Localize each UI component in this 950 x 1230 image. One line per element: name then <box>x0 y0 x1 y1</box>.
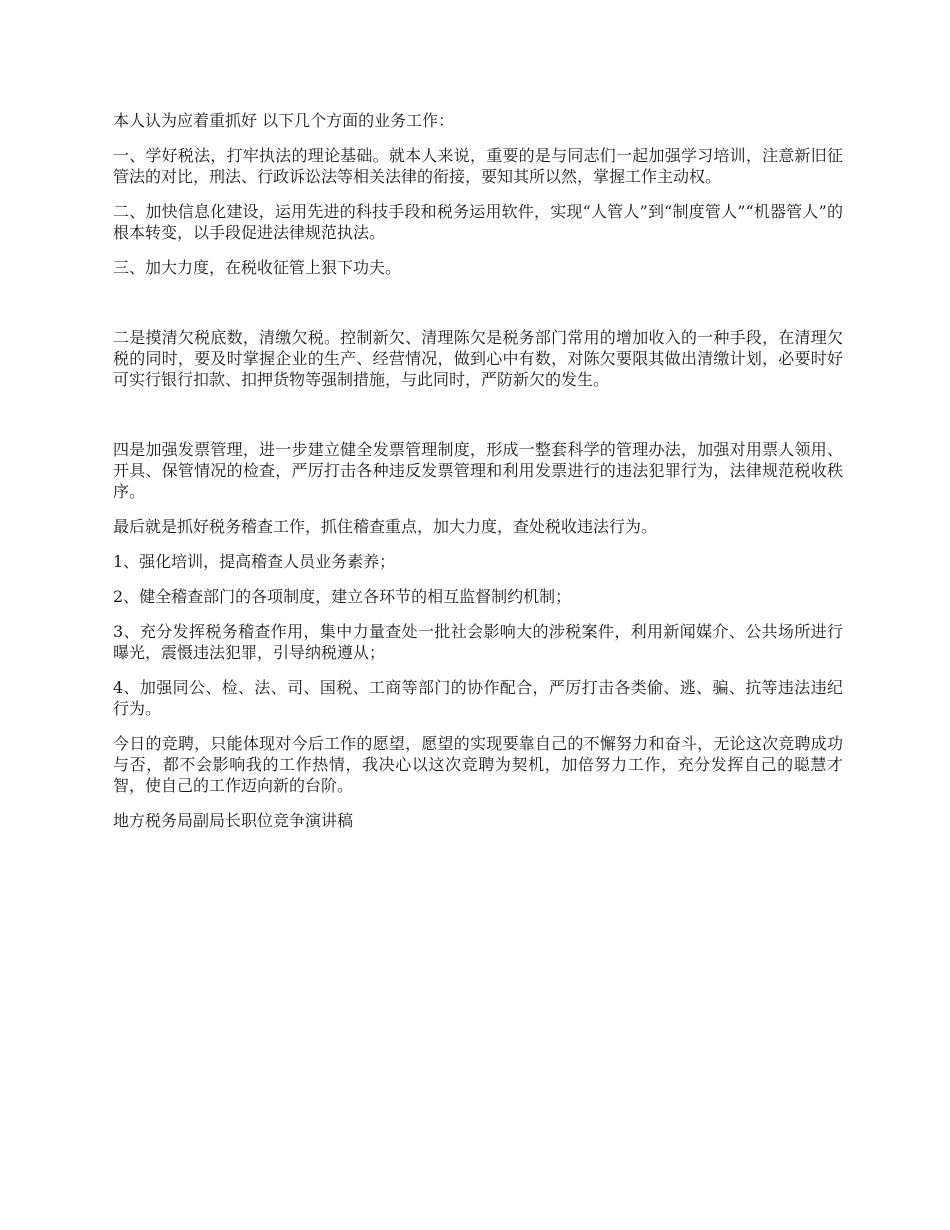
document-body <box>113 110 843 845</box>
document-footer-title: 地方税务局副局长职位竞争演讲稿 <box>113 811 354 830</box>
paragraph-inspection: 最后就是抓好税务稽查工作，抓住稽查重点，加大力度，查处税收违法行为。 <box>113 517 658 536</box>
list-item-cooperation: 4、加强同公、检、法、司、国税、工商等部门的协作配合，严厉打击各类偷、逃、骗、抗等违法违纪行为。 <box>113 678 843 718</box>
paragraph-invoice-management: 四是加强发票管理，进一步建立健全发票管理制度，形成一整套科学的管理办法，加强对用票人领用、开具、保管情况的检查，严厉打击各种违反发票管理和利用发票进行的违法犯罪行为，法律规范税收秩序。 <box>113 440 843 501</box>
list-item-system: 2、健全稽查部门的各项制度，建立各环节的相互监督制约机制； <box>113 587 572 606</box>
paragraph-conclusion: 今日的竞聘，只能体现对今后工作的愿望，愿望的实现要靠自己的不懈努力和奋斗，无论这次竞聘成功与否，都不会影响我的工作热情，我决心以这次竞聘为契机，加倍努力工作，充分发挥自己的聪慧才智，使自己的工作迈向新的台阶。 <box>113 734 843 795</box>
paragraph-point-1: 一、学好税法，打牢执法的理论基础。就本人来说，重要的是与同志们一起加强学习培训，注意新旧征管法的对比，刑法、行政诉讼法等相关法律的衔接，要知其所以然，掌握工作主动权。 <box>113 146 843 186</box>
list-item-training: 1、强化培训，提高稽查人员业务素养； <box>113 552 396 571</box>
paragraph-point-2: 二、加快信息化建设，运用先进的科技手段和税务运用软件，实现“人管人”到“制度管人”“机器管人”的根本转变，以手段促进法律规范执法。 <box>113 202 843 242</box>
list-item-exposure: 3、充分发挥税务稽查作用，集中力量查处一批社会影响大的涉税案件，利用新闻媒介、公共场所进行曝光，震慑违法犯罪，引导纳税遵从； <box>113 622 843 662</box>
paragraph-point-3: 三、加大力度，在税收征管上狠下功夫。 <box>113 258 402 277</box>
paragraph-intro: 本人认为应着重抓好 以下几个方面的业务工作： <box>113 111 455 130</box>
paragraph-tax-arrears: 二是摸清欠税底数，清缴欠税。控制新欠、清理陈欠是税务部门常用的增加收入的一种手段，在清理欠税的同时，要及时掌握企业的生产、经营情况，做到心中有数，对陈欠要限其做出清缴计划，必要时好可实行银行扣款、扣押货物等强制措施，与此同时，严防新欠的发生。 <box>113 328 843 389</box>
